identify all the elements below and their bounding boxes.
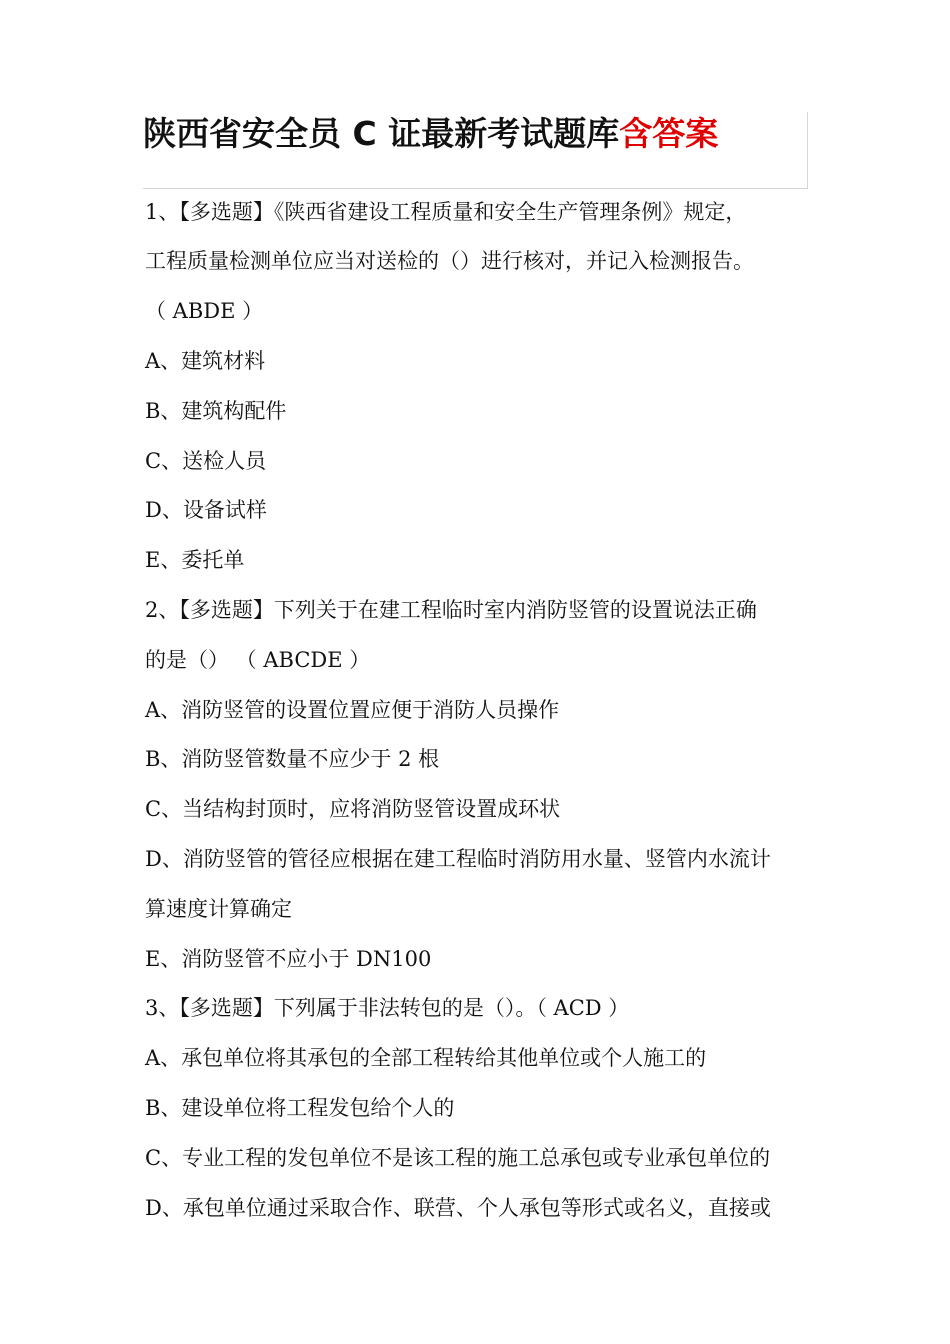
title-box (143, 112, 808, 189)
question-3-option-b: B、建设单位将工程发包给个人的 (145, 1096, 455, 1120)
title-main: 陕西省安全员 C 证最新考试题库 (143, 114, 620, 153)
question-2-option-d-line-2: 算速度计算确定 (145, 897, 292, 921)
question-2-option-b: B、消防竖管数量不应少于 2 根 (145, 747, 440, 771)
question-2-option-c: C、当结构封顶时，应将消防竖管设置成环状 (145, 797, 561, 821)
question-3-option-c: C、专业工程的发包单位不是该工程的施工总承包或专业承包单位的 (145, 1146, 771, 1170)
question-2-stem-line-1: 2、【多选题】下列关于在建工程临时室内消防竖管的设置说法正确 (145, 598, 757, 622)
document-title (143, 114, 718, 154)
question-3-stem: 3、【多选题】下列属于非法转包的是（）。（ ACD ） (145, 996, 630, 1020)
question-2-stem-line-2: 的是（） （ ABCDE ） (145, 648, 371, 672)
question-3-option-d-line-1: D、承包单位通过采取合作、联营、个人承包等形式或名义，直接或 (145, 1196, 771, 1220)
question-1-stem-line-1: 1、【多选题】《陕西省建设工程质量和安全生产管理条例》规定， (145, 200, 747, 224)
question-1-option-c: C、送检人员 (145, 449, 267, 473)
title-accent: 含答案 (619, 114, 719, 153)
question-1-option-d: D、设备试样 (145, 498, 267, 522)
question-1-stem-line-2: 工程质量检测单位应当对送检的（）进行核对，并记入检测报告。 (145, 249, 754, 273)
question-3-option-a: A、承包单位将其承包的全部工程转给其他单位或个人施工的 (145, 1046, 707, 1070)
question-2-option-a: A、消防竖管的设置位置应便于消防人员操作 (145, 698, 560, 722)
question-1-option-b: B、建筑构配件 (145, 399, 287, 423)
question-2-option-d-line-1: D、消防竖管的管径应根据在建工程临时消防用水量、竖管内水流计 (145, 847, 771, 871)
question-1-answer: （ ABDE ） (145, 299, 264, 323)
question-1-option-a: A、建筑材料 (145, 349, 266, 373)
question-2-option-e: E、消防竖管不应小于 DN100 (145, 947, 432, 971)
question-1-option-e: E、委托单 (145, 548, 245, 572)
